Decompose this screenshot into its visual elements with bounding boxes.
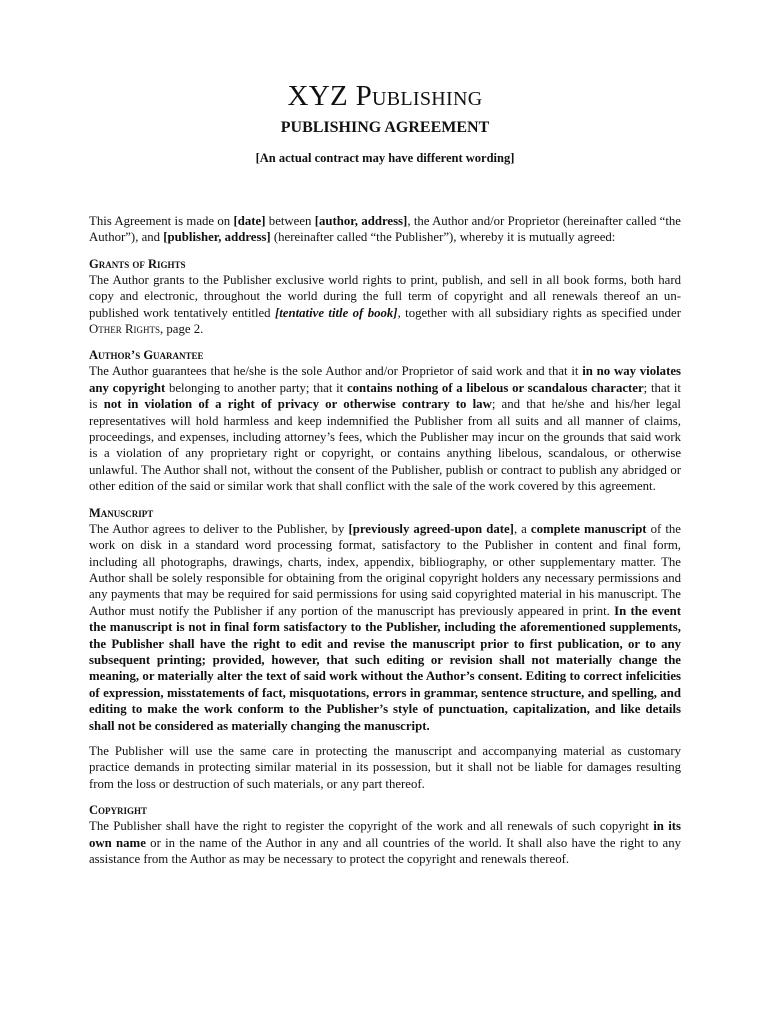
guarantee-paragraph <box>89 363 681 494</box>
manuscript-text-1: The Author agrees to deliver to the Publisher, by <box>89 521 349 536</box>
heading-grants-of-rights: Grants of Rights <box>89 256 186 271</box>
title-rest: Publishing <box>355 80 483 112</box>
guarantee-bold-2: contains nothing of a libelous or scandalous character <box>346 380 644 395</box>
heading-copyright: Copyright <box>89 803 148 818</box>
intro-text-4: (hereinafter called “the Publisher”), whereby it is mutually agreed: <box>270 230 616 245</box>
grants-paragraph <box>89 272 681 338</box>
other-rights-reference: Other Rights <box>89 322 160 337</box>
manuscript-text-2: , a <box>513 521 531 536</box>
author-placeholder: [author, address] <box>314 214 408 228</box>
date-placeholder: [date] <box>233 214 266 228</box>
guarantee-bold-1: in no way violates any copyright <box>89 364 681 395</box>
delivery-date-placeholder: [previously agreed-upon date] <box>348 521 514 536</box>
guarantee-bold-3: not in violation of a right of privacy or otherwise contrary to law <box>103 397 492 412</box>
grants-text-1: The Author grants to the Publisher exclusive world rights to print, publish, and sell in all book forms, both hard copy and electronic, throughout the world during the full term of copyright and all renewals thereof an un-published work tentatively entitled <box>89 272 681 320</box>
grants-text-3: , page 2. <box>159 322 204 337</box>
guarantee-text-3: ; that it is <box>89 380 681 412</box>
manuscript-bold-editing: In the event the manuscript is not in final form satisfactory to the Publisher, including the aforementioned supplements, the Publisher shall have the right to edit and revise the manuscript prior to first publication, or to any subsequent printing; provided, however, that such editing or revision shall not materially change the meaning, or materially alter the text of said work without the Author’s consent. Editing to correct infelicities of expression, misstatements of fact, misquotations, errors in grammar, sentence structure, and spelling, and editing to make the work conform to the Publisher’s style of punctuation, capitalization, and like details shall not be considered as materially changing the manuscript. <box>89 603 681 733</box>
intro-text-3: , the Author and/or Proprietor (hereinafter called “the Author”), and <box>89 214 681 245</box>
manuscript-bold-complete: complete manuscript <box>530 521 647 536</box>
guarantee-text-4: ; and that he/she and his/her legal representatives will hold harmless and keep indemnified the Publisher from all suits and all manner of claims, proceedings, and expenses, including attorney’s fees, which the Publisher may incur on the grounds that said work is a violation of any proprietary right or copyright, or contains anything libelous, scandalous, or otherwise unlawful. The Author shall not, without the consent of the Publisher, publish or contract to publish any abridged or other edition of the said or similar work that shall conflict with the sale of the work covered by this agreement. <box>89 397 681 494</box>
copyright-paragraph <box>89 818 681 867</box>
guarantee-text-2: belonging to another party; that it <box>165 380 347 395</box>
manuscript-paragraph <box>89 521 681 734</box>
manuscript-text-3: of the work on disk in a standard word processing format, satisfactory to the Publisher in content and final form, including all photographs, drawings, charts, index, appendix, bibliography, or other supplementary matter. The Author shall be solely responsible for obtaining from the original copyright holders any necessary permissions and any payments that may be required for said permissions for using said copyrighted material in his manuscript. The Author must notify the Publisher if any portion of the manuscript has previously appeared in print. <box>89 521 681 618</box>
document-subtitle: PUBLISHING AGREEMENT <box>280 119 490 136</box>
document-title <box>89 78 681 114</box>
guarantee-text-1: The Author guarantees that he/she is the sole Author and/or Proprietor of said work and that it <box>89 364 583 379</box>
grants-text-2: , together with all subsidiary rights as specified under <box>397 305 681 320</box>
copyright-text-1: The Publisher shall have the right to register the copyright of the work and all renewals of such copyright <box>89 819 654 834</box>
heading-authors-guarantee: Author’s Guarantee <box>89 348 204 363</box>
copyright-text-2: or in the name of the Author in any and all countries of the world. It shall also have the right to any assistance from the Author as may be necessary to protect the copyright and renewals thereof. <box>89 835 681 866</box>
title-placeholder: [tentative title of book] <box>274 305 398 320</box>
intro-text-1: This Agreement is made on <box>89 214 234 228</box>
manuscript-care-paragraph: The Publisher will use the same care in protecting the manuscript and accompanying material as customary practice demands in protecting similar material in its possession, but it shall not be liable for damages resulting from the loss or destruction of such materials, or any part thereof. <box>89 743 681 791</box>
title-first: XYZ <box>287 80 356 112</box>
intro-text-2: between <box>265 214 315 228</box>
document-note: [An actual contract may have different wording] <box>255 151 515 165</box>
publisher-placeholder: [publisher, address] <box>163 230 271 245</box>
document-content <box>89 78 681 867</box>
copyright-bold-own-name: in its own name <box>89 819 682 850</box>
intro-paragraph <box>89 213 681 246</box>
heading-manuscript: Manuscript <box>89 505 154 520</box>
